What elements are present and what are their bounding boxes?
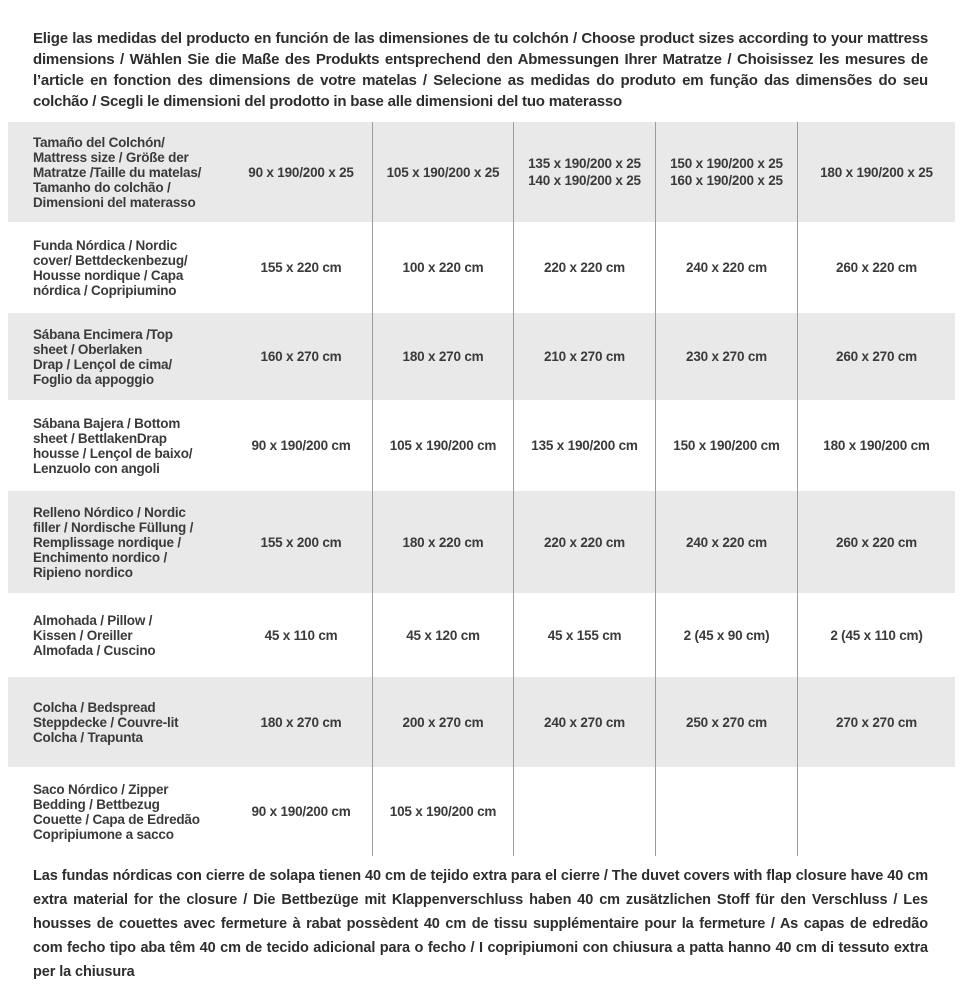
size-cell: 105 x 190/200 x 25 [372, 122, 513, 222]
row-label-top-sheet: Sábana Encimera /Top sheet / Oberlaken Drap / Lençol de cima/ Foglio da appoggio [33, 326, 173, 387]
size-cell [655, 767, 797, 856]
size-cell: 220 x 220 cm [513, 222, 655, 313]
table-row-nordic-cover [8, 222, 955, 313]
size-cell: 105 x 190/200 cm [372, 767, 513, 856]
footnote-text: Las fundas nórdicas con cierre de solapa tienen 40 cm de tejido extra para el cierre / The duvet covers with flap closure have 40 cm extra material for the closure / Die Bettbezüge mit Klappenverschluss haben 40 cm zusätzlichen Stoff für den Verschluss / Les housses de couettes avec fermeture à rabat possèdent 40 cm de tissu supplémentaire pour la fermeture / As capas de edredão com fecho tipo aba têm 40 cm de tecido adicional para o fecho / I copripiumoni con chiusura a patta hanno 40 cm di tessuto extra per la chiusura [33, 868, 928, 980]
size-cell: 260 x 220 cm [797, 491, 955, 593]
size-cell: 2 (45 x 110 cm) [797, 593, 955, 677]
size-cell: 270 x 270 cm [797, 677, 955, 767]
size-cell: 250 x 270 cm [655, 677, 797, 767]
row-label-bedspread: Colcha / Bedspread Steppdecke / Couvre-lit Colcha / Trapunta [33, 699, 179, 745]
size-cell: 210 x 270 cm [513, 313, 655, 400]
size-cell: 180 x 190/200 cm [797, 400, 955, 491]
size-cell: 135 x 190/200 x 25 140 x 190/200 x 25 [513, 122, 655, 222]
size-cell: 160 x 270 cm [260, 349, 342, 364]
table-row-bedspread [8, 677, 955, 767]
size-cell: 45 x 155 cm [513, 593, 655, 677]
size-cell: 2 (45 x 90 cm) [655, 593, 797, 677]
size-cell: 100 x 220 cm [372, 222, 513, 313]
row-label-bottom-sheet: Sábana Bajera / Bottom sheet / BettlakenDrap housse / Lençol de baixo/ Lenzuolo con angoli [33, 415, 193, 476]
table-row-bottom-sheet [8, 400, 955, 491]
size-cell [797, 767, 955, 856]
size-cell [513, 767, 655, 856]
size-cell: 155 x 200 cm [260, 534, 342, 550]
size-cell: 230 x 270 cm [655, 313, 797, 400]
size-table [8, 122, 955, 856]
table-row-zipper-bedding [8, 767, 955, 856]
table-row-top-sheet [8, 313, 955, 400]
table-row-mattress-size [8, 122, 955, 222]
intro-text: Elige las medidas del producto en función de las dimensiones de tu colchón / Choose product sizes according to your mattress dimensions / Wählen Sie die Maße des Produkts entsprechend den Abmessungen Ihrer Matratze / Choisissez les mesures de l’article en fonction des dimensions de votre matelas / Selecione as medidas do produto em função das dimensões do seu colchão / Scegli le dimensioni del prodotto in base alle dimensioni del tuo materasso [33, 30, 928, 110]
size-cell: 180 x 270 cm [260, 714, 342, 730]
row-label-zipper-bedding: Saco Nórdico / Zipper Bedding / Bettbezug Couette / Capa de Edredão Copripiumone a sacco [33, 781, 200, 842]
size-cell: 150 x 190/200 cm [655, 400, 797, 491]
size-cell: 135 x 190/200 cm [513, 400, 655, 491]
size-cell: 45 x 110 cm [264, 627, 338, 643]
table-row-pillow [8, 593, 955, 677]
size-cell: 90 x 190/200 cm [251, 804, 351, 819]
size-cell: 180 x 220 cm [372, 491, 513, 593]
row-label-mattress-size: Tamaño del Colchón/ Mattress size / Größe der Matratze /Taille du matelas/ Tamanho do colchão / Dimensioni del materasso [33, 134, 202, 210]
size-cell: 90 x 190/200 x 25 [248, 164, 354, 180]
size-cell: 150 x 190/200 x 25 160 x 190/200 x 25 [655, 122, 797, 222]
size-cell: 220 x 220 cm [513, 491, 655, 593]
size-cell: 260 x 220 cm [797, 222, 955, 313]
row-label-nordic-filler: Relleno Nórdico / Nordic filler / Nordische Füllung / Remplissage nordique / Enchimento nordico / Ripieno nordico [33, 504, 194, 580]
size-cell: 240 x 220 cm [655, 222, 797, 313]
size-cell: 155 x 220 cm [260, 260, 342, 275]
size-cell: 180 x 190/200 x 25 [797, 122, 955, 222]
size-cell: 240 x 270 cm [513, 677, 655, 767]
size-cell: 200 x 270 cm [372, 677, 513, 767]
size-cell: 260 x 270 cm [797, 313, 955, 400]
row-label-pillow: Almohada / Pillow / Kissen / Oreiller Almofada / Cuscino [33, 612, 156, 658]
size-cell: 180 x 270 cm [372, 313, 513, 400]
row-label-nordic-cover: Funda Nórdica / Nordic cover/ Bettdeckenbezug/ Housse nordique / Capa nórdica / Copripiumino [33, 237, 188, 298]
table-row-nordic-filler [8, 491, 955, 593]
size-cell: 45 x 120 cm [372, 593, 513, 677]
size-cell: 240 x 220 cm [655, 491, 797, 593]
size-cell: 105 x 190/200 cm [372, 400, 513, 491]
size-cell: 90 x 190/200 cm [251, 438, 351, 453]
